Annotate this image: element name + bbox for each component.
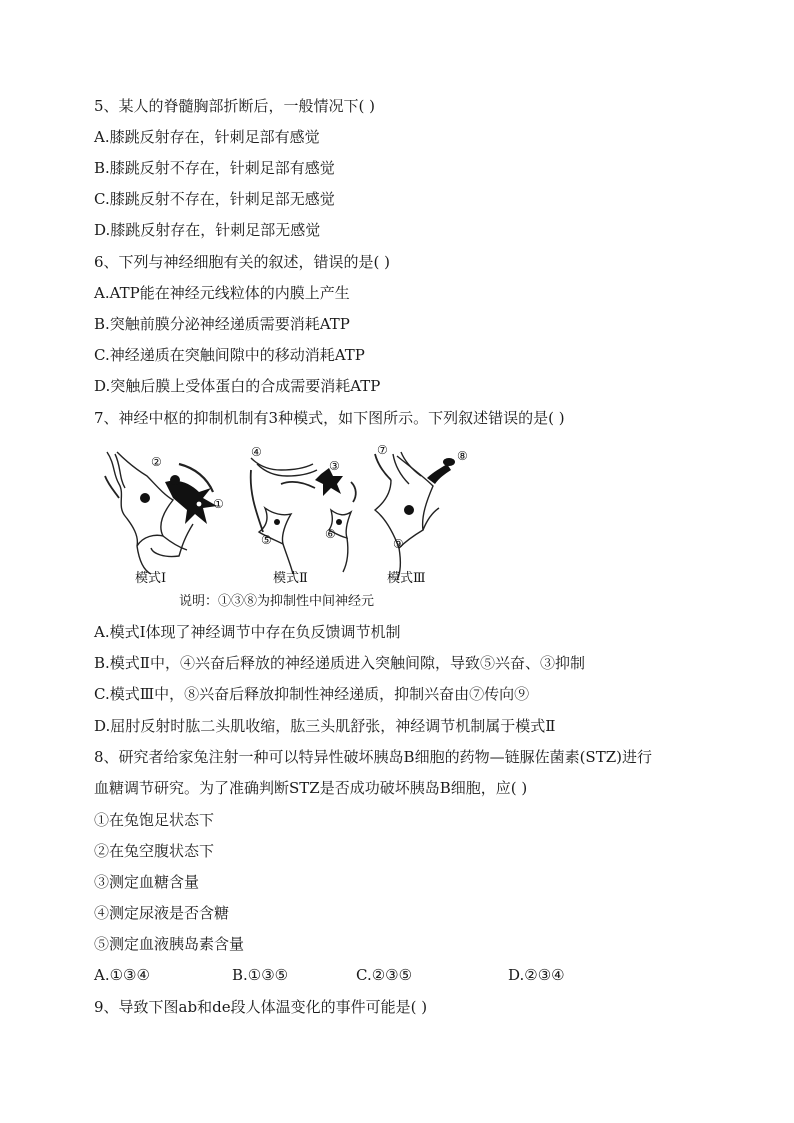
- q8-option-d: D.②③④: [508, 966, 565, 984]
- mode2-caption: 模式Ⅱ: [273, 571, 308, 586]
- q5-stem: 5、某人的脊髓胸部折断后，一般情况下( ): [94, 97, 376, 115]
- label-5: ⑤: [261, 533, 272, 547]
- q8-option-b: B.①③⑤: [232, 966, 289, 984]
- q7-stem: 7、神经中枢的抑制机制有3种模式，如下图所示。下列叙述错误的是( ): [94, 409, 565, 427]
- mode1-caption: 模式Ⅰ: [135, 571, 167, 586]
- q5-option-c: C.膝跳反射不存在，针刺足部无感觉: [94, 190, 335, 208]
- q7-option-c: C.模式Ⅲ中，⑧兴奋后释放抑制性神经递质，抑制兴奋由⑦传向⑨: [94, 685, 530, 703]
- label-2: ②: [151, 455, 162, 469]
- mode2-diagram: [251, 458, 356, 574]
- label-9: ⑨: [393, 537, 404, 551]
- mode3-caption: 模式Ⅲ: [387, 571, 426, 586]
- q7-option-a: A.模式Ⅰ体现了神经调节中存在负反馈调节机制: [94, 623, 401, 641]
- mode1-inhibitory-neuron: [165, 481, 217, 524]
- mode3-neuron9-nucleus: [404, 505, 414, 515]
- q6-stem: 6、下列与神经细胞有关的叙述，错误的是( ): [94, 253, 391, 271]
- q7-option-b: B.模式Ⅱ中，④兴奋后释放的神经递质进入突触间隙，导致⑤兴奋、③抑制: [94, 654, 585, 672]
- q8-item-4: ④测定尿液是否含糖: [94, 904, 230, 922]
- mode1-synapse-knob: [170, 475, 180, 485]
- q8-stem-line2: 血糖调节研究。为了准确判断STZ是否成功破坏胰岛B细胞，应( ): [94, 779, 528, 797]
- q6-option-b: B.突触前膜分泌神经递质需要消耗ATP: [94, 315, 350, 333]
- neuron-inhibition-figure: [95, 440, 475, 615]
- mode3-inhibitory-neuron: [427, 464, 451, 484]
- q8-item-3: ③测定血糖含量: [94, 873, 200, 891]
- q5-option-b: B.膝跳反射不存在，针刺足部有感觉: [94, 159, 335, 177]
- q5-option-d: D.膝跳反射存在，针刺足部无感觉: [94, 221, 321, 239]
- mode2-neuron6-nucleus: [336, 519, 342, 525]
- q8-option-a: A.①③④: [94, 966, 150, 984]
- label-1: ①: [213, 497, 224, 511]
- q8-item-5: ⑤测定血液胰岛素含量: [94, 935, 245, 953]
- q8-item-2: ②在兔空腹状态下: [94, 842, 215, 860]
- mode3-diagram: [375, 452, 439, 580]
- label-6: ⑥: [325, 527, 336, 541]
- q8-stem-line1: 8、研究者给家兔注射一种可以特异性破坏胰岛B细胞的药物—链脲佐菌素(STZ)进行: [94, 748, 652, 766]
- q9-stem: 9、导致下图ab和de段人体温变化的事件可能是( ): [94, 998, 428, 1016]
- mode2-neuron5-nucleus: [274, 519, 280, 525]
- q7-option-d: D.屈肘反射时肱二头肌收缩，肱三头肌舒张，神经调节机制属于模式Ⅱ: [94, 717, 556, 735]
- q6-option-d: D.突触后膜上受体蛋白的合成需要消耗ATP: [94, 377, 381, 395]
- mode1-inhibitory-nucleus: [197, 502, 202, 507]
- q8-item-1: ①在兔饱足状态下: [94, 811, 215, 829]
- q6-option-a: A.ATP能在神经元线粒体的内膜上产生: [94, 284, 350, 302]
- label-3: ③: [329, 459, 340, 473]
- q8-option-c: C.②③⑤: [356, 966, 413, 984]
- label-4: ④: [251, 445, 262, 459]
- figure-note: 说明：①③⑧为抑制性中间神经元: [179, 594, 375, 609]
- mode1-soma-nucleus: [140, 493, 150, 503]
- q5-option-a: A.膝跳反射存在，针刺足部有感觉: [94, 128, 320, 146]
- mode3-inhibitory-knob: [443, 458, 455, 466]
- q6-option-c: C.神经递质在突触间隙中的移动消耗ATP: [94, 346, 365, 364]
- label-8: ⑧: [457, 449, 468, 463]
- label-7: ⑦: [377, 443, 388, 457]
- q8-options-row: [94, 965, 654, 985]
